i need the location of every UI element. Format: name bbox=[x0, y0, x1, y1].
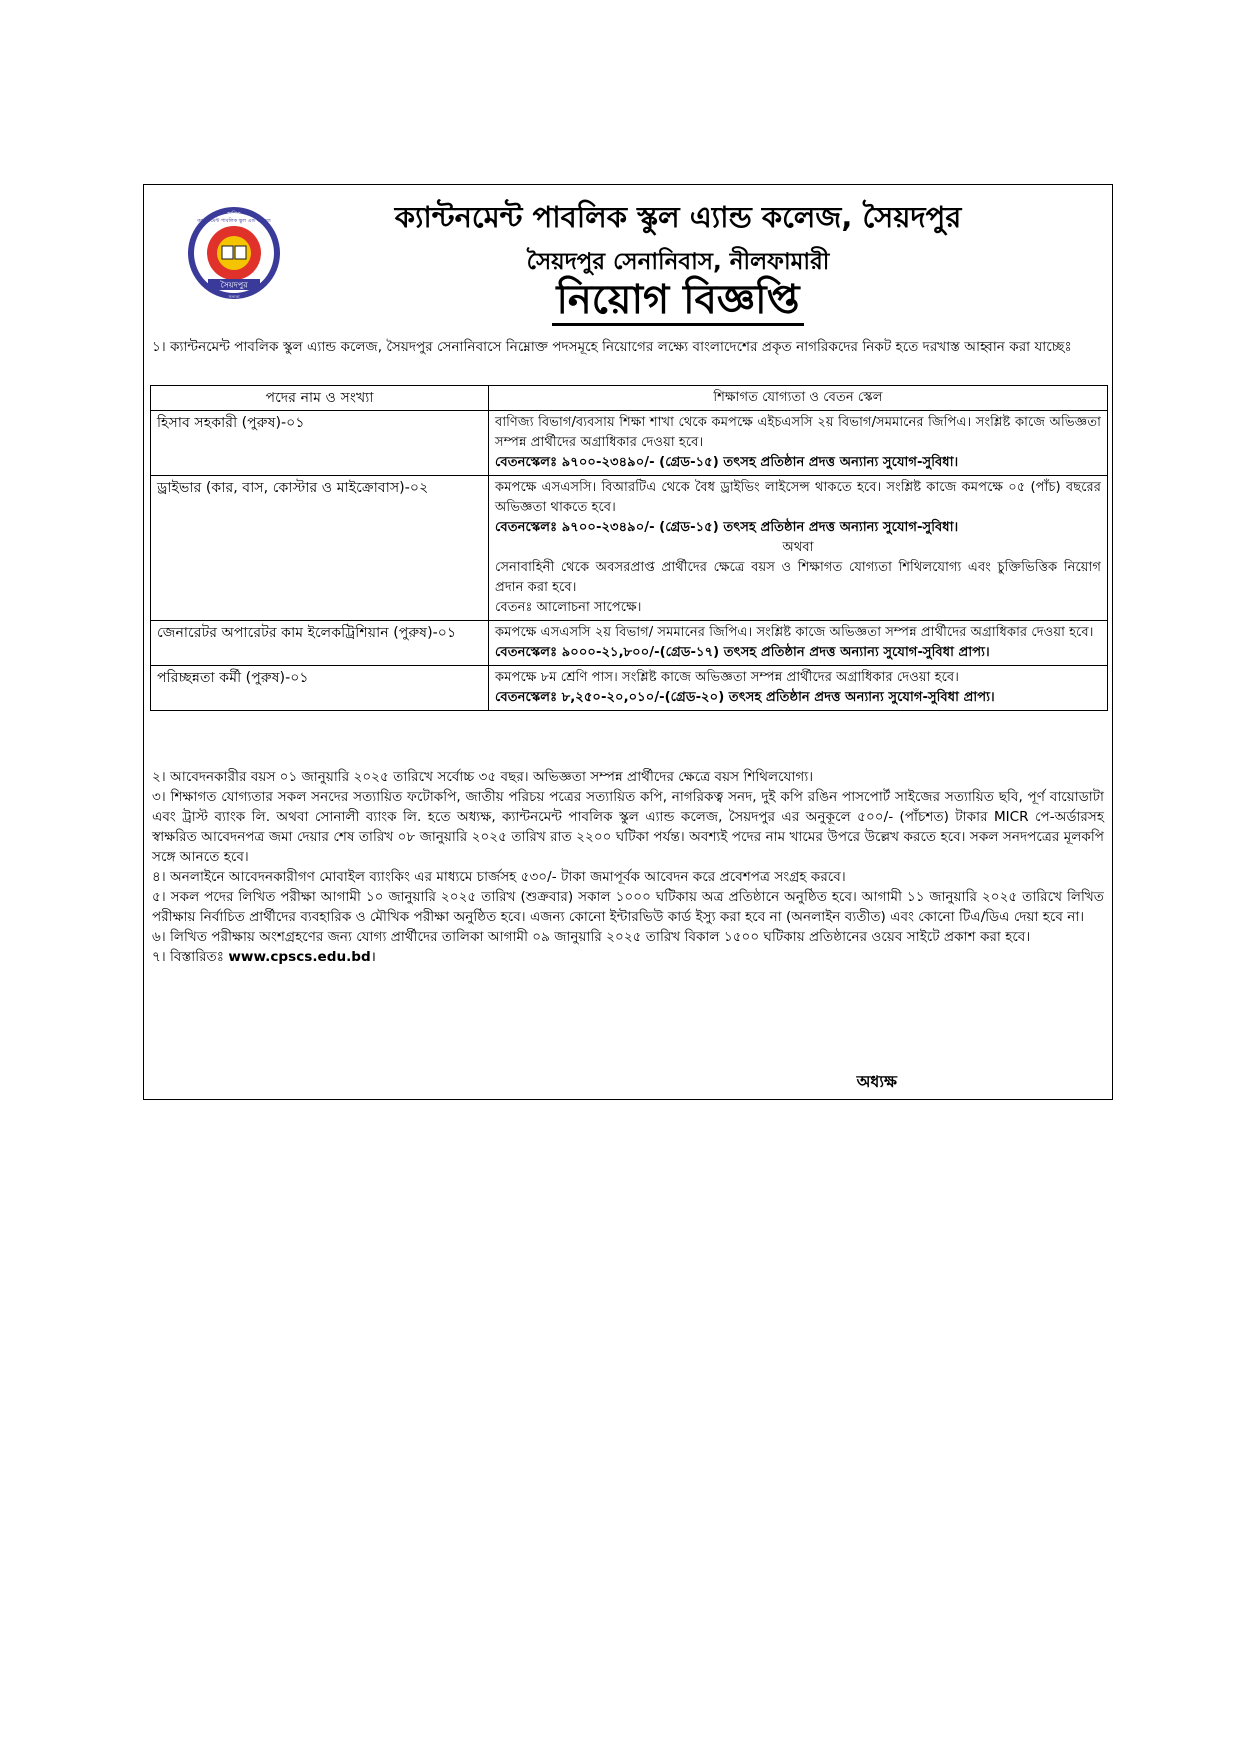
institution-name: ক্যান্টনমেন্ট পাবলিক স্কুল এ্যান্ড কলেজ, সৈয়দপুর bbox=[394, 200, 962, 234]
post-name: পরিচ্ছন্নতা কর্মী (পুরুষ)-০১ bbox=[151, 666, 489, 711]
salary-text: বেতনস্কেলঃ ৮,২৫০-২০,০১০/-(গ্রেড-২০) তৎসহ প্রতিষ্ঠান প্রদত্ত অন্যান্য সুযোগ-সুবিধা প্রাপ্য। bbox=[495, 690, 995, 705]
qualification-text: কমপক্ষে এসএসসি। বিআরটিএ থেকে বৈধ ড্রাইভিং লাইসেন্স থাকতে হবে। সংশ্লিষ্ট কাজে কমপক্ষে ০৫ (পাঁচ) বছরের অভিজ্ঞতা থাকতে হবে। bbox=[495, 480, 1101, 515]
qualification-cell bbox=[489, 476, 1108, 621]
qualification-text: বাণিজ্য বিভাগ/ব্যবসায় শিক্ষা শাখা থেকে কমপক্ষে এইচএসসি ২য় বিভাগ/সমমানের জিপিএ। সংশ্লিষ্ট কাজে অভিজ্ঞতা সম্পন্ন প্রার্থীদের অগ্রাধিকার দেওয়া হবে। bbox=[495, 415, 1101, 450]
post-name: জেনারেটর অপারেটর কাম ইলেকট্রিশিয়ান (পুরুষ)-০১ bbox=[151, 621, 489, 666]
salary-text: বেতনস্কেলঃ ৯৭০০-২৩৪৯০/- (গ্রেড-১৫) তৎসহ প্রতিষ্ঠান প্রদত্ত অন্যান্য সুযোগ-সুবিধা। bbox=[495, 520, 959, 535]
book-right-icon bbox=[235, 246, 246, 259]
alt-qualification-text: সেনাবাহিনী থেকে অবসরপ্রাপ্ত প্রার্থীদের ক্ষেত্রে বয়স ও শিক্ষাগত যোগ্যতা শিথিলযোগ্য এবং চুক্তিভিত্তিক নিয়োগ প্রদান করা হবে। bbox=[495, 560, 1101, 595]
conditions-list bbox=[152, 767, 1104, 967]
salary-text: বেতনস্কেলঃ ৯০০০-২১,৮০০/-(গ্রেড-১৭) তৎসহ প্রতিষ্ঠান প্রদত্ত অন্যান্য সুযোগ-সুবিধা প্রাপ্য। bbox=[495, 645, 990, 660]
details-label: ৭। বিস্তারিতঃ bbox=[152, 949, 225, 965]
qualification-cell bbox=[489, 666, 1108, 711]
qualification-cell bbox=[489, 621, 1108, 666]
logo-top-text: স্থাপিত bbox=[227, 211, 241, 217]
logo-tiny-text: সত্যতা bbox=[228, 294, 240, 299]
qualification-text: কমপক্ষে এসএসসি ২য় বিভাগ/ সমমানের জিপিএ। সংশ্লিষ্ট কাজে অভিজ্ঞতা সম্পন্ন প্রার্থীদের অগ্রাধিকার দেওয়া হবে। bbox=[495, 625, 1094, 640]
qualification-text: কমপক্ষে ৮ম শ্রেণি পাস। সংশ্লিষ্ট কাজে অভিজ্ঞতা সম্পন্ন প্রার্থীদের অগ্রাধিকার দেওয়া হবে। bbox=[495, 670, 959, 685]
school-logo bbox=[186, 205, 282, 301]
condition-item: ৬। লিখিত পরীক্ষায় অংশগ্রহণের জন্য যোগ্য প্রার্থীদের তালিকা আগামী ০৯ জানুয়ারি ২০২৫ তারিখ বিকাল ১৫০০ ঘটিকায় প্রতিষ্ঠানের ওয়েব সাইটে প্রকাশ করা হবে। bbox=[152, 929, 1031, 945]
condition-item: ৫। সকল পদের লিখিত পরীক্ষা আগামী ১০ জানুয়ারি ২০২৫ তারিখ (শুক্রবার) সকাল ১০০০ ঘটিকায় অত্র প্রতিষ্ঠানে অনুষ্ঠিত হবে। আগামী ১১ জানুয়ারি ২০২৫ তারিখে লিখিত পরীক্ষায় নির্বাচিত প্রার্থীদের ব্যবহারিক ও মৌখিক পরীক্ষা অনুষ্ঠিত হবে। এজন্য কোনো ইন্টারভিউ কার্ড ইস্যু করা হবে না (অনলাইন ব্যতীত) এবং কোনো টিএ/ডিএ দেয়া হবে না। bbox=[152, 889, 1104, 925]
book-left-icon bbox=[222, 246, 233, 259]
salary-text: বেতনস্কেলঃ ৯৭০০-২৩৪৯০/- (গ্রেড-১৫) তৎসহ প্রতিষ্ঠান প্রদত্ত অন্যান্য সুযোগ-সুবিধা। bbox=[495, 455, 959, 470]
intro-paragraph: ১। ক্যান্টনমেন্ট পাবলিক স্কুল এ্যান্ড কলেজ, সৈয়দপুর সেনানিবাসে নিম্নোক্ত পদসমূহে নিয়োগের লক্ষ্যে বাংলাদেশের প্রকৃত নাগরিকদের নিকট হতে দরখাস্ত আহ্বান করা যাচ্ছেঃ bbox=[152, 339, 1072, 355]
details-end: । bbox=[370, 949, 376, 965]
notice-heading bbox=[284, 277, 1072, 323]
table-row bbox=[151, 411, 1108, 476]
header-post: পদের নাম ও সংখ্যা bbox=[151, 386, 489, 411]
institution-location: সৈয়দপুর সেনানিবাস, নীলফামারী bbox=[526, 249, 830, 275]
qualification-cell bbox=[489, 411, 1108, 476]
logo-ring-text: ক্যান্টনমেন্ট পাবলিক স্কুল এন্ড কলেজ bbox=[197, 218, 271, 224]
alt-salary-text: বেতনঃ আলোচনা সাপেক্ষে। bbox=[495, 600, 642, 615]
table-header-row bbox=[151, 386, 1108, 411]
logo-bottom-text: সৈয়দপুর bbox=[220, 280, 248, 290]
details-line bbox=[152, 947, 1104, 967]
logo-emblem-icon bbox=[186, 205, 282, 301]
notice-title: নিয়োগ বিজ্ঞপ্তি bbox=[552, 277, 803, 326]
condition-item: ২। আবেদনকারীর বয়স ০১ জানুয়ারি ২০২৫ তারিখে সর্বোচ্চ ৩৫ বছর। অভিজ্ঞতা সম্পন্ন প্রার্থীদের ক্ষেত্রে বয়স শিথিলযোগ্য। bbox=[152, 769, 814, 785]
notice-frame bbox=[143, 184, 1113, 1100]
table-row bbox=[151, 666, 1108, 711]
post-name: ড্রাইভার (কার, বাস, কোস্টার ও মাইক্রোবাস)-০২ bbox=[151, 476, 489, 621]
website-link[interactable]: www.cpscs.edu.bd bbox=[228, 949, 371, 965]
principal-signature: অধ্যক্ষ bbox=[856, 1072, 897, 1091]
header-qualification: শিক্ষাগত যোগ্যতা ও বেতন স্কেল bbox=[489, 386, 1108, 411]
table-row bbox=[151, 621, 1108, 666]
table-row bbox=[151, 476, 1108, 621]
condition-item: ৩। শিক্ষাগত যোগ্যতার সকল সনদের সত্যায়িত ফটোকপি, জাতীয় পরিচয় পত্রের সত্যায়িত কপি, নাগরিকত্ব সনদ, দুই কপি রঙিন পাসপোর্ট সাইজের সত্যায়িত ছবি, পূর্ণ বায়োডাটা এবং ট্রাস্ট ব্যাংক লি. অথবা সোনালী ব্যাংক লি. হতে অধ্যক্ষ, ক্যান্টনমেন্ট পাবলিক স্কুল এ্যান্ড কলেজ, সৈয়দপুর এর অনুকূলে ৫০০/- (পাঁচশত) টাকার MICR পে-অর্ডারসহ স্বাক্ষরিত আবেদনপত্র জমা দেয়ার শেষ তারিখ ০৮ জানুয়ারি ২০২৫ তারিখ রাত ২২০০ ঘটিকা পর্যন্ত। অবশ্যই পদের নাম খামের উপরে উল্লেখ করতে হবে। সকল সনদপত্রের মূলকপি সঙ্গে আনতে হবে। bbox=[152, 789, 1104, 865]
posts-table bbox=[150, 385, 1108, 711]
post-name: হিসাব সহকারী (পুরুষ)-০১ bbox=[151, 411, 489, 476]
or-text: অথবা bbox=[782, 540, 814, 555]
condition-item: ৪। অনলাইনে আবেদনকারীগণ মোবাইল ব্যাংকিং এর মাধ্যমে চার্জসহ ৫৩০/- টাকা জমাপূর্বক আবেদন করে প্রবেশপত্র সংগ্রহ করবে। bbox=[152, 869, 846, 885]
